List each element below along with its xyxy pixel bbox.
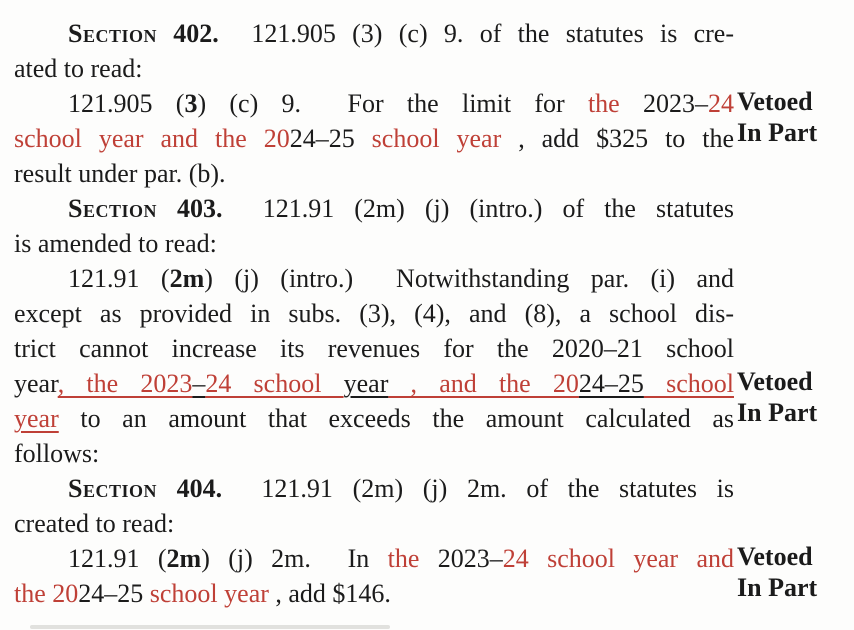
- text-segment: 121.905 (3) (c) 9. of the statutes is cre-: [218, 19, 734, 48]
- text-segment: 402.: [156, 19, 219, 48]
- vetoed-text-segment: the: [387, 544, 420, 573]
- text-segment: 24–25: [578, 369, 644, 398]
- text-segment: 121.91 (: [68, 544, 167, 573]
- document-line: [14, 436, 734, 471]
- document-line: [14, 261, 734, 296]
- text-segment: Section: [68, 474, 157, 503]
- vetoed-text-segment: school year and the 20: [14, 124, 290, 153]
- text-segment: ) (j) (intro.) Notwithstanding par. (i) and: [204, 264, 734, 293]
- margin-note-line: Vetoed: [737, 542, 813, 571]
- document-line: [14, 121, 734, 156]
- text-segment: result under par. (b).: [14, 159, 226, 188]
- text-segment: 24–25: [78, 579, 150, 608]
- document-line: [14, 366, 734, 401]
- document-line: [14, 576, 734, 611]
- document-line: [14, 16, 734, 51]
- margin-note-line: In Part: [737, 573, 818, 602]
- text-segment: 3: [184, 89, 198, 118]
- text-segment: year: [343, 369, 389, 398]
- statute-text-column: [14, 16, 734, 611]
- text-segment: year: [14, 369, 58, 398]
- document-line: [14, 86, 734, 121]
- vetoed-text-segment: , the 2023: [57, 369, 193, 398]
- document-line: [14, 506, 734, 541]
- vetoed-text-segment: 24 school year and: [502, 544, 734, 573]
- text-segment: 2m: [169, 264, 205, 293]
- vetoed-in-part-note: [737, 366, 852, 428]
- margin-note-line: Vetoed: [737, 87, 813, 116]
- text-segment: 121.91 (2m) (j) (intro.) of the statutes: [222, 194, 735, 223]
- scan-artifact-smudge: [30, 625, 390, 629]
- text-segment: 2m: [166, 544, 202, 573]
- text-segment: , add $146.: [268, 579, 391, 608]
- margin-note-line: Vetoed: [737, 367, 813, 396]
- vetoed-text-segment: , and the 20: [388, 369, 579, 398]
- text-segment: 2023–: [619, 89, 708, 118]
- text-segment: 121.91 (: [68, 264, 170, 293]
- vetoed-in-part-note: [737, 541, 852, 603]
- text-segment: 24–25: [289, 124, 372, 153]
- margin-note-line: In Part: [737, 398, 818, 427]
- document-line: [14, 401, 734, 436]
- vetoed-text-segment: 24 school: [205, 369, 344, 398]
- text-segment: 2023–: [419, 544, 503, 573]
- document-line: [14, 51, 734, 86]
- vetoed-text-segment: year: [14, 404, 59, 433]
- text-segment: trict cannot increase its revenues for the 2020–21 school: [14, 334, 734, 363]
- text-segment: ) (c) 9. For the limit for: [197, 89, 588, 118]
- text-segment: Section: [68, 194, 157, 223]
- text-segment: 121.905 (: [68, 89, 185, 118]
- text-segment: –: [192, 369, 206, 398]
- text-segment: , add $325 to the: [501, 124, 735, 153]
- document-line: [14, 296, 734, 331]
- text-segment: 404.: [156, 474, 223, 503]
- vetoed-in-part-note: [737, 86, 852, 148]
- vetoed-text-segment: the: [587, 89, 620, 118]
- document-line: [14, 156, 734, 191]
- text-segment: follows:: [14, 439, 100, 468]
- text-segment: to an amount that exceeds the amount calculated as: [58, 404, 734, 433]
- text-segment: except as provided in subs. (3), (4), and (8), a school dis-: [14, 299, 734, 328]
- vetoed-text-segment: 24: [708, 89, 734, 118]
- document-line: [14, 471, 734, 506]
- text-segment: 121.91 (2m) (j) 2m. of the statutes is: [222, 474, 735, 503]
- margin-note-line: In Part: [737, 118, 818, 147]
- text-segment: ) (j) 2m. In: [201, 544, 388, 573]
- document-line: [14, 191, 734, 226]
- vetoed-text-segment: the 20: [14, 579, 79, 608]
- text-segment: 403.: [156, 194, 223, 223]
- text-segment: is amended to read:: [14, 229, 217, 258]
- vetoed-text-segment: school year: [149, 579, 269, 608]
- document-line: [14, 226, 734, 261]
- document-line: [14, 331, 734, 366]
- text-segment: created to read:: [14, 509, 175, 538]
- vetoed-text-segment: school: [643, 369, 734, 398]
- document-line: [14, 541, 734, 576]
- text-segment: Section: [68, 19, 157, 48]
- vetoed-text-segment: school year: [371, 124, 502, 153]
- text-segment: ated to read:: [14, 54, 143, 83]
